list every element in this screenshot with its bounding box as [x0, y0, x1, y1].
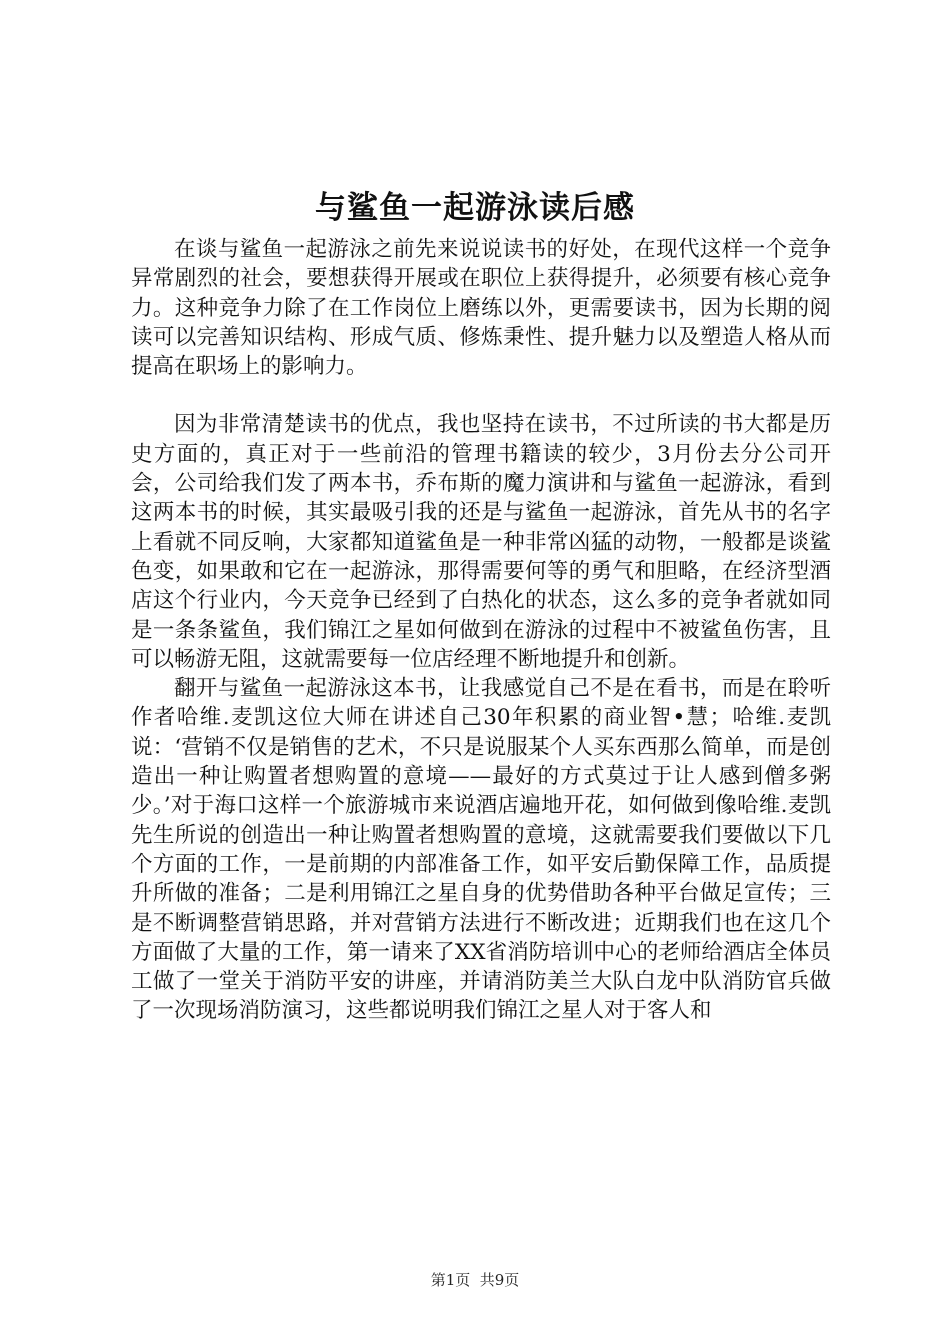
- page-footer: [0, 1270, 950, 1290]
- paragraph-3: 翻开与鲨鱼一起游泳这本书，让我感觉自己不是在看书，而是在聆听作者哈维.麦凯这位大师在讲述自己30年积累的商业智•慧；哈维.麦凯说：‘营销不仅是销售的艺术，不只是说服某个人买东西那么简单，而是创造出一种让购置者想购置的意境——最好的方式莫过于让人感到僧多粥少。’对于海口这样一个旅游城市来说酒店遍地开花，如何做到像哈维.麦凯先生所说的创造出一种让购置者想购置的意境，这就需要我们要做以下几个方面的工作，一是前期的内部准备工作，如平安后勤保障工作，品质提升所做的准备；二是利用锦江之星自身的优势借助各种平台做足宣传；三是不断调整营销思路，并对营销方法进行不断改进；近期我们也在这几个方面做了大量的工作，第一请来了XX省消防培训中心的老师给酒店全体员工做了一堂关于消防平安的讲座，并请消防美兰大队白龙中队消防官兵做了一次现场消防演习，这些都说明我们锦江之星人对于客人和: [131, 676, 831, 1024]
- page-number-label: 第1页 共9页: [430, 1271, 520, 1289]
- document-title: 与鲨鱼一起游泳读后感: [315, 190, 635, 226]
- paragraph-1: 在谈与鲨鱼一起游泳之前先来说说读书的好处，在现代这样一个竞争异常剧烈的社会，要想获得开展或在职位上获得提升，必须要有核心竞争力。这种竞争力除了在工作岗位上磨练以外，更需要读书，因为长期的阅读可以完善知识结构、形成气质、修炼秉性、提升魅力以及塑造人格从而提高在职场上的影响力。: [131, 237, 831, 380]
- paragraph-2: 因为非常清楚读书的优点，我也坚持在读书，不过所读的书大都是历史方面的，真正对于一些前沿的管理书籍读的较少，3月份去分公司开会，公司给我们发了两本书，乔布斯的魔力演讲和与鲨鱼一起游泳，看到这两本书的时候，其实最吸引我的还是与鲨鱼一起游泳，首先从书的名字上看就不同反响，大家都知道鲨鱼是一种非常凶猛的动物，一般都是谈鲨色变，如果敢和它在一起游泳，那得需要何等的勇气和胆略，在经济型酒店这个行业内，今天竞争已经到了白热化的状态，这么多的竞争者就如同是一条条鲨鱼，我们锦江之星如何做到在游泳的过程中不被鲨鱼伤害，且可以畅游无阻，这就需要每一位店经理不断地提升和创新。: [131, 412, 831, 672]
- document-body: [131, 235, 831, 1026]
